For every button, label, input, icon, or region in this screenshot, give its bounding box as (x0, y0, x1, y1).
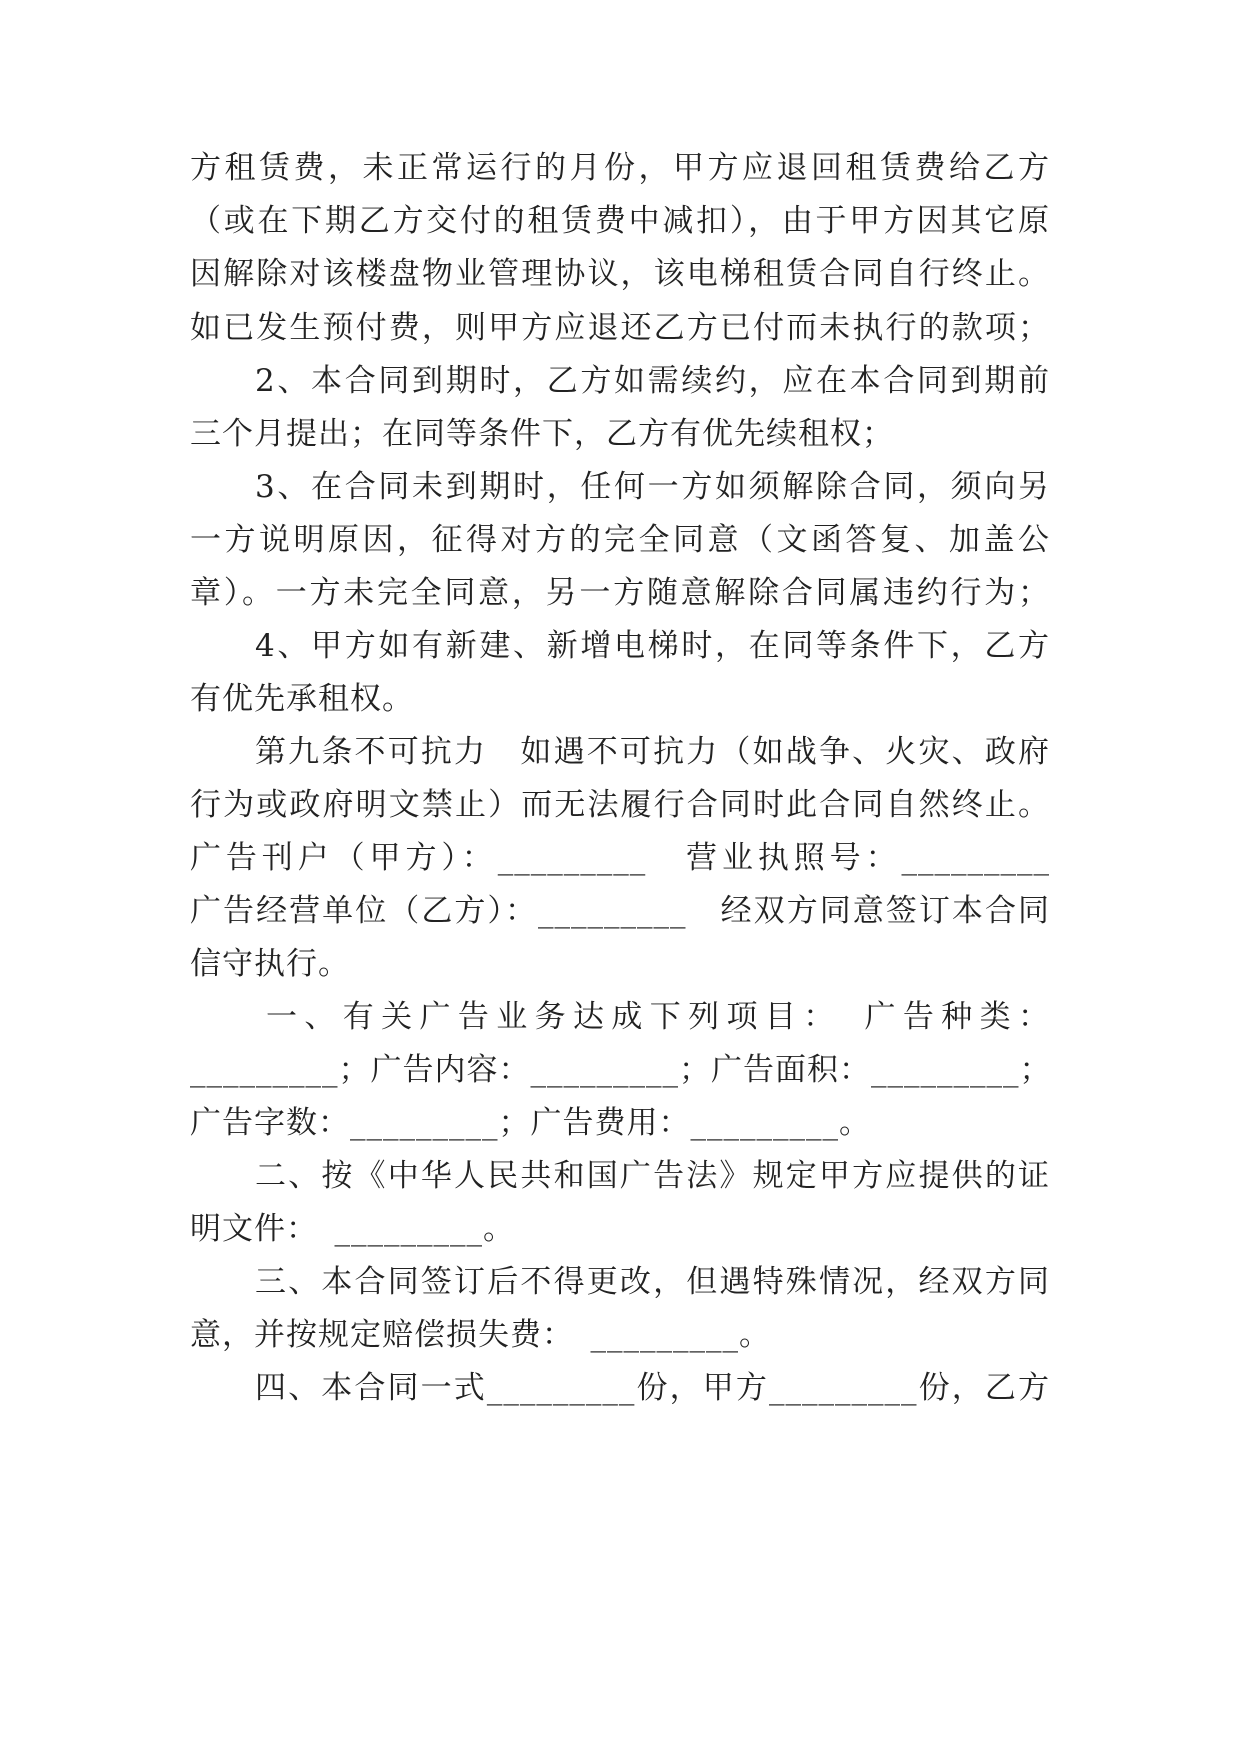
text-line: 如已发生预付费，则甲方应退还乙方已付而未执行的款项； (190, 310, 1050, 346)
text-line: 三个月提出；在同等条件下，乙方有优先续租权； (190, 416, 894, 452)
text-line: 意，并按规定赔偿损失费： _________。 (190, 1317, 771, 1353)
text-line: 行为或政府明文禁止）而无法履行合同时此合同自然终止。 (190, 787, 1050, 823)
text-line: 3、在合同未到期时，任何一方如须解除合同，须向另 (255, 469, 1050, 505)
text-line: 一方说明原因，征得对方的完全同意（文函答复、加盖公 (190, 522, 1050, 558)
text-line: 章）。一方未完全同意，另一方随意解除合同属违约行为； (190, 575, 1050, 611)
text-line: 广告经营单位（乙方）：_________ 经双方同意签订本合同 (190, 893, 1050, 929)
text-line: 三、本合同签订后不得更改，但遇特殊情况，经双方同 (255, 1264, 1050, 1300)
text-line: （或在下期乙方交付的租赁费中减扣），由于甲方因其它原 (190, 203, 1050, 239)
text-line: 因解除对该楼盘物业管理协议，该电梯租赁合同自行终止。 (190, 256, 1050, 292)
text-line: 第九条不可抗力 如遇不可抗力（如战争、火灾、政府 (255, 734, 1050, 770)
text-line: 方租赁费，未正常运行的月份，甲方应退回租赁费给乙方 (190, 150, 1050, 186)
text-line: 信守执行。 (190, 946, 350, 982)
text-line: 4、甲方如有新建、新增电梯时，在同等条件下，乙方 (255, 628, 1050, 664)
text-line: 广告刊户（甲方）：_________ 营业执照号：_________ (190, 840, 1050, 876)
text-line: 2、本合同到期时，乙方如需续约，应在本合同到期前 (255, 363, 1050, 399)
text-line: 明文件： _________。 (190, 1211, 515, 1247)
text-line: 广告字数：_________；广告费用：_________。 (190, 1105, 871, 1141)
text-line: 二、按《中华人民共和国广告法》规定甲方应提供的证 (255, 1158, 1050, 1194)
text-line: 四、本合同一式_________份，甲方_________份，乙方 (255, 1370, 1050, 1406)
text-line: 一、有关广告业务达成下列项目： 广告种类： (266, 999, 1050, 1035)
text-line: 有优先承租权。 (190, 681, 414, 717)
text-line: _________；广告内容：_________；广告面积：_________； (190, 1052, 1052, 1088)
